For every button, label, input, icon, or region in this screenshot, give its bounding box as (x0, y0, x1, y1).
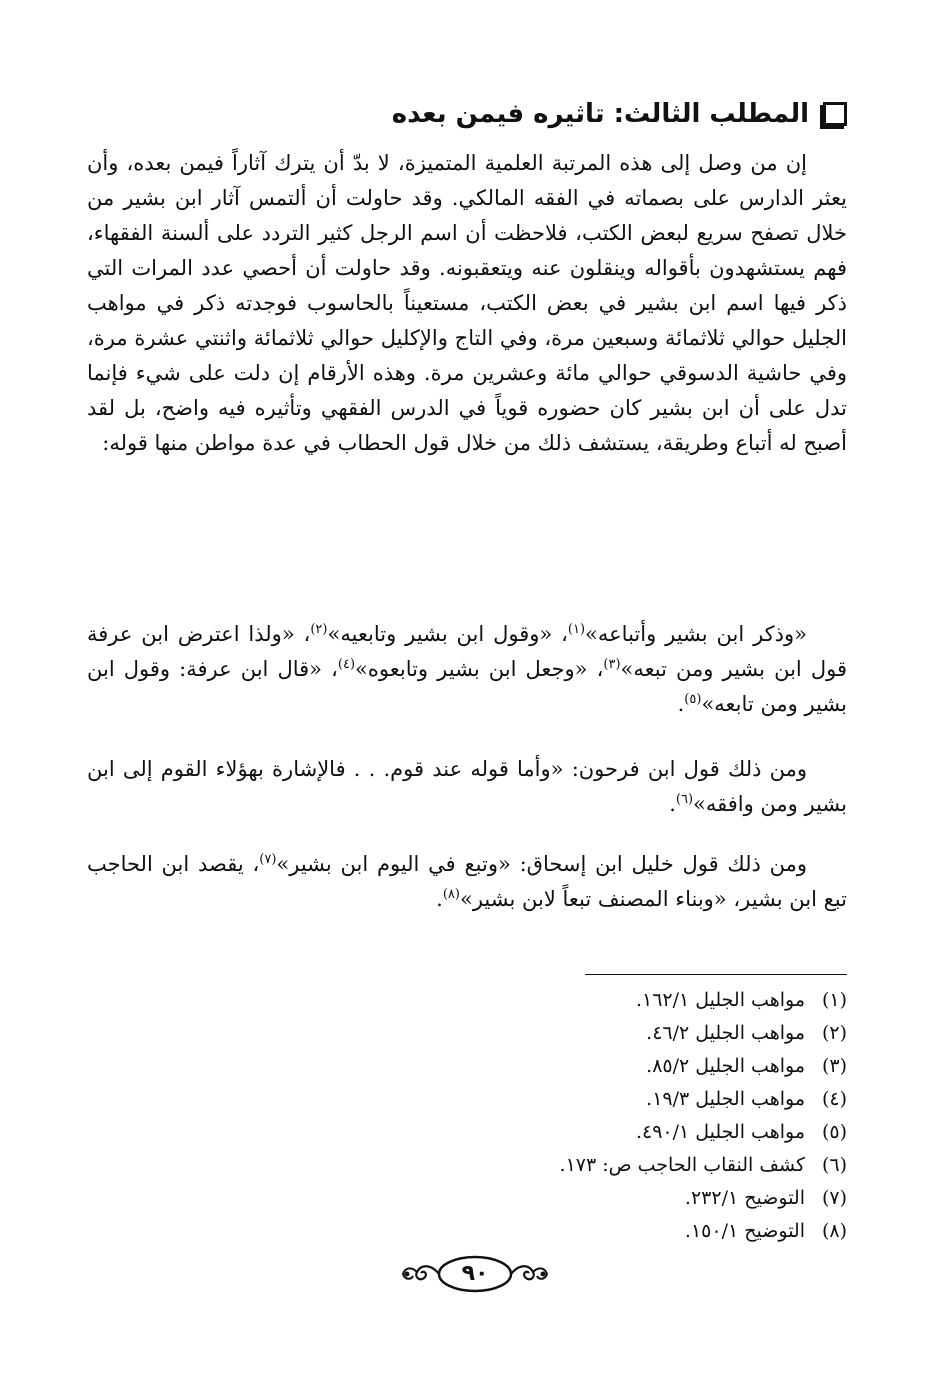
footnote-text: كشف النقاب الحاجب ص: ١٧٣. (559, 1154, 805, 1176)
footnote-item (287, 984, 847, 1017)
footnote-item (287, 1050, 847, 1083)
footnote-item (287, 1116, 847, 1149)
page-number-ornament (395, 1250, 555, 1300)
square-bullet-icon (823, 102, 847, 126)
quote-end: . (436, 887, 443, 911)
footnote-item (287, 1017, 847, 1050)
quote-text: «وذكر ابن بشير وأتباعه» (585, 622, 807, 646)
footnote-item (287, 1215, 847, 1248)
quote-end: . (669, 792, 676, 816)
quote-text: ، «ولذا اعترض ابن عرفة قول ابن بشير ومن تبعه» (87, 622, 847, 681)
footnote-number: (٢) (821, 1022, 847, 1044)
footnote-number: (٨) (821, 1220, 847, 1242)
quote-text: ، «وجعل ابن بشير وتابعوه» (355, 657, 604, 681)
footnote-text: مواهب الجليل ٤٦/٢. (646, 1022, 805, 1044)
footnote-text: مواهب الجليل ٤٩٠/١. (635, 1121, 805, 1143)
footnote-ref: (٦) (675, 792, 694, 807)
quotes-paragraph-hattab (87, 617, 847, 722)
quote-text: ومن ذلك قول خليل ابن إسحاق: «وتبع في اليوم ابن بشير» (276, 852, 807, 876)
footnote-ref: (٤) (337, 657, 356, 672)
footnote-text: التوضيح ٢٣٢/١. (684, 1187, 805, 1209)
footnote-ref: (٢) (310, 622, 328, 637)
footnote-ref: (٨) (442, 887, 460, 902)
footnote-text: مواهب الجليل ٨٥/٢. (646, 1055, 805, 1077)
quote-end: . (677, 692, 685, 716)
footnote-number: (٧) (821, 1187, 847, 1209)
page-number: ٩٠ (461, 1261, 489, 1286)
quote-text: ، يقصد ابن الحاجب تبع ابن بشير، «وبناء المصنف تبعاً لابن بشير» (87, 852, 847, 911)
quote-text: ، «قال ابن عرفة: وقول ابن بشير ومن تابعه» (87, 657, 847, 716)
footnote-text: مواهب الجليل ١٩/٣. (646, 1088, 805, 1110)
quotes-paragraph-ibn-farhun (87, 752, 847, 822)
footnote-item (287, 1149, 847, 1182)
footnote-item (287, 1182, 847, 1215)
footnote-number: (٤) (821, 1088, 847, 1110)
footnote-text: التوضيح ١٥٠/١. (684, 1220, 805, 1242)
paragraph: إن من وصل إلى هذه المرتبة العلمية المتميزة، لا بدّ أن يترك آثاراً فيمن بعده، وأن يعثر الدارس على بصماته في الفقه المالكي. وقد حاولت أن ألتمس آثار ابن بشير من خلال تصفح سريع لبعض الكتب، فلاحظت أن اسم الرجل كثير التردد على ألسنة الفقهاء، فهم يستشهدون بأقواله وينقلون عنه ويتعقبونه. وقد حاولت أن أحصي عدد المرات التي ذكر فيها اسم ابن بشير في بعض الكتب، مستعيناً بالحاسوب فوجدته ذكر في مواهب الجليل حوالي ثلاثمائة وسبعين مرة، وفي التاج والإكليل حوالي ثلاثمائة واثنتي عشرة مرة، وفي حاشية الدسوقي حوالي مائة وعشرين مرة. وهذه الأرقام إن دلت على شيء فإنما تدل على أن ابن بشير كان حضوره قوياً في الدرس الفقهي وتأثيره فيه واضح، بل لقد أصبح له أتباع وطريقة، يستشف ذلك من خلال قول الحطاب في عدة مواطن منها قوله: (87, 151, 847, 455)
footnote-ref: (٧) (259, 852, 277, 867)
footnote-number: (١) (821, 989, 847, 1011)
quote-text: ، «وقول ابن بشير وتابعيه» (327, 622, 568, 646)
footnote-number: (٦) (821, 1154, 847, 1176)
footnote-ref: (٥) (684, 692, 702, 707)
footnote-ref: (١) (567, 622, 586, 637)
footnote-separator (585, 974, 847, 975)
main-text (87, 146, 847, 461)
footnotes-list (287, 984, 847, 1248)
footnote-text: مواهب الجليل ١٦٢/١. (635, 989, 805, 1011)
quotes-paragraph-khalil (87, 847, 847, 917)
footnote-number: (٣) (821, 1055, 847, 1077)
footnote-ref: (٣) (603, 657, 621, 672)
section-heading (392, 94, 847, 134)
quote-text: ومن ذلك قول ابن فرحون: «وأما قوله عند قوم. . . فالإشارة بهؤلاء القوم إلى ابن بشير ومن وافقه» (87, 757, 847, 816)
footnote-item (287, 1083, 847, 1116)
footnote-number: (٥) (821, 1121, 847, 1143)
section-title: المطلب الثالث: تاثيره فيمن بعده (391, 99, 809, 129)
